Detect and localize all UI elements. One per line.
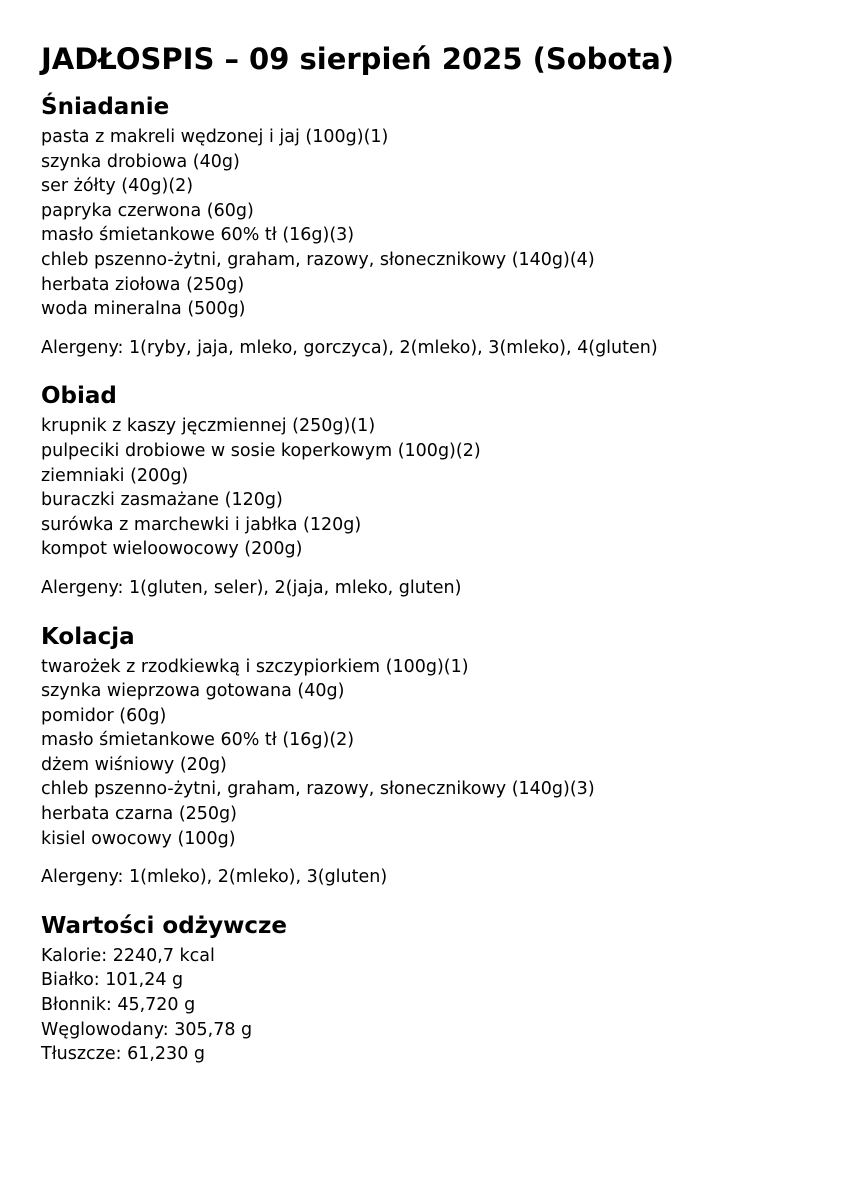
list-item: woda mineralna (500g) <box>41 299 246 320</box>
list-item: pasta z makreli wędzonej i jaj (100g)(1) <box>41 127 389 147</box>
section-heading-sniadanie: Śniadanie <box>41 94 170 120</box>
list-item: herbata ziołowa (250g) <box>41 274 245 295</box>
item-list-sniadanie <box>41 125 848 322</box>
list-item: ziemniaki (200g) <box>41 465 189 486</box>
page-title: JADŁOSPIS – 09 sierpień 2025 (Sobota) <box>41 42 675 76</box>
section-sniadanie <box>41 92 848 360</box>
list-item: pomidor (60g) <box>41 705 167 726</box>
allergens-obiad: Alergeny: 1(gluten, seler), 2(jaja, mleko, gluten) <box>41 577 462 598</box>
section-heading-wartosci: Wartości odżywcze <box>41 912 287 939</box>
list-item: szynka wieprzowa gotowana (40g) <box>41 681 345 702</box>
list-item: pulpeciki drobiowe w sosie koperkowym (100g)(2) <box>41 440 481 461</box>
nutrition-item-tluszcze: Tłuszcze: 61,230 g <box>41 1044 205 1065</box>
list-item: masło śmietankowe 60% tł (16g)(3) <box>41 225 355 246</box>
nutrition-item-kalorie: Kalorie: 2240,7 kcal <box>41 945 215 966</box>
list-item: twarożek z rzodkiewką i szczypiorkiem (100g)(1) <box>41 656 469 677</box>
section-wartosci-odzywcze <box>41 911 848 1067</box>
list-item: kisiel owocowy (100g) <box>41 828 236 849</box>
list-item: papryka czerwona (60g) <box>41 200 254 221</box>
list-item: chleb pszenno-żytni, graham, razowy, słonecznikowy (140g)(3) <box>41 779 595 800</box>
list-item: dżem wiśniowy (20g) <box>41 754 227 775</box>
allergens-kolacja: Alergeny: 1(mleko), 2(mleko), 3(gluten) <box>41 867 388 888</box>
list-item: buraczki zasmażane (120g) <box>41 490 283 511</box>
list-item: surówka z marchewki i jabłka (120g) <box>41 514 362 535</box>
list-item: szynka drobiowa (40g) <box>41 151 240 172</box>
list-item: masło śmietankowe 60% tł (16g)(2) <box>41 730 355 751</box>
item-list-kolacja <box>41 655 848 852</box>
item-list-obiad <box>41 414 848 562</box>
list-item: chleb pszenno-żytni, graham, razowy, słonecznikowy (140g)(4) <box>41 249 595 270</box>
section-heading-obiad: Obiad <box>41 383 117 410</box>
section-heading-kolacja: Kolacja <box>41 623 135 650</box>
allergens-sniadanie: Alergeny: 1(ryby, jaja, mleko, gorczyca), 2(mleko), 3(mleko), 4(gluten) <box>41 337 658 358</box>
nutrition-item-weglowodany: Węglowodany: 305,78 g <box>41 1019 253 1040</box>
section-obiad <box>41 381 848 600</box>
list-item: herbata czarna (250g) <box>41 804 237 825</box>
nutrition-item-bialko: Białko: 101,24 g <box>41 970 184 991</box>
section-kolacja <box>41 622 848 890</box>
list-item: krupnik z kaszy jęczmiennej (250g)(1) <box>41 416 376 437</box>
list-item: ser żółty (40g)(2) <box>41 176 194 197</box>
nutrition-item-blonnik: Błonnik: 45,720 g <box>41 995 196 1016</box>
nutrition-list <box>41 944 848 1067</box>
list-item: kompot wieloowocowy (200g) <box>41 539 303 560</box>
